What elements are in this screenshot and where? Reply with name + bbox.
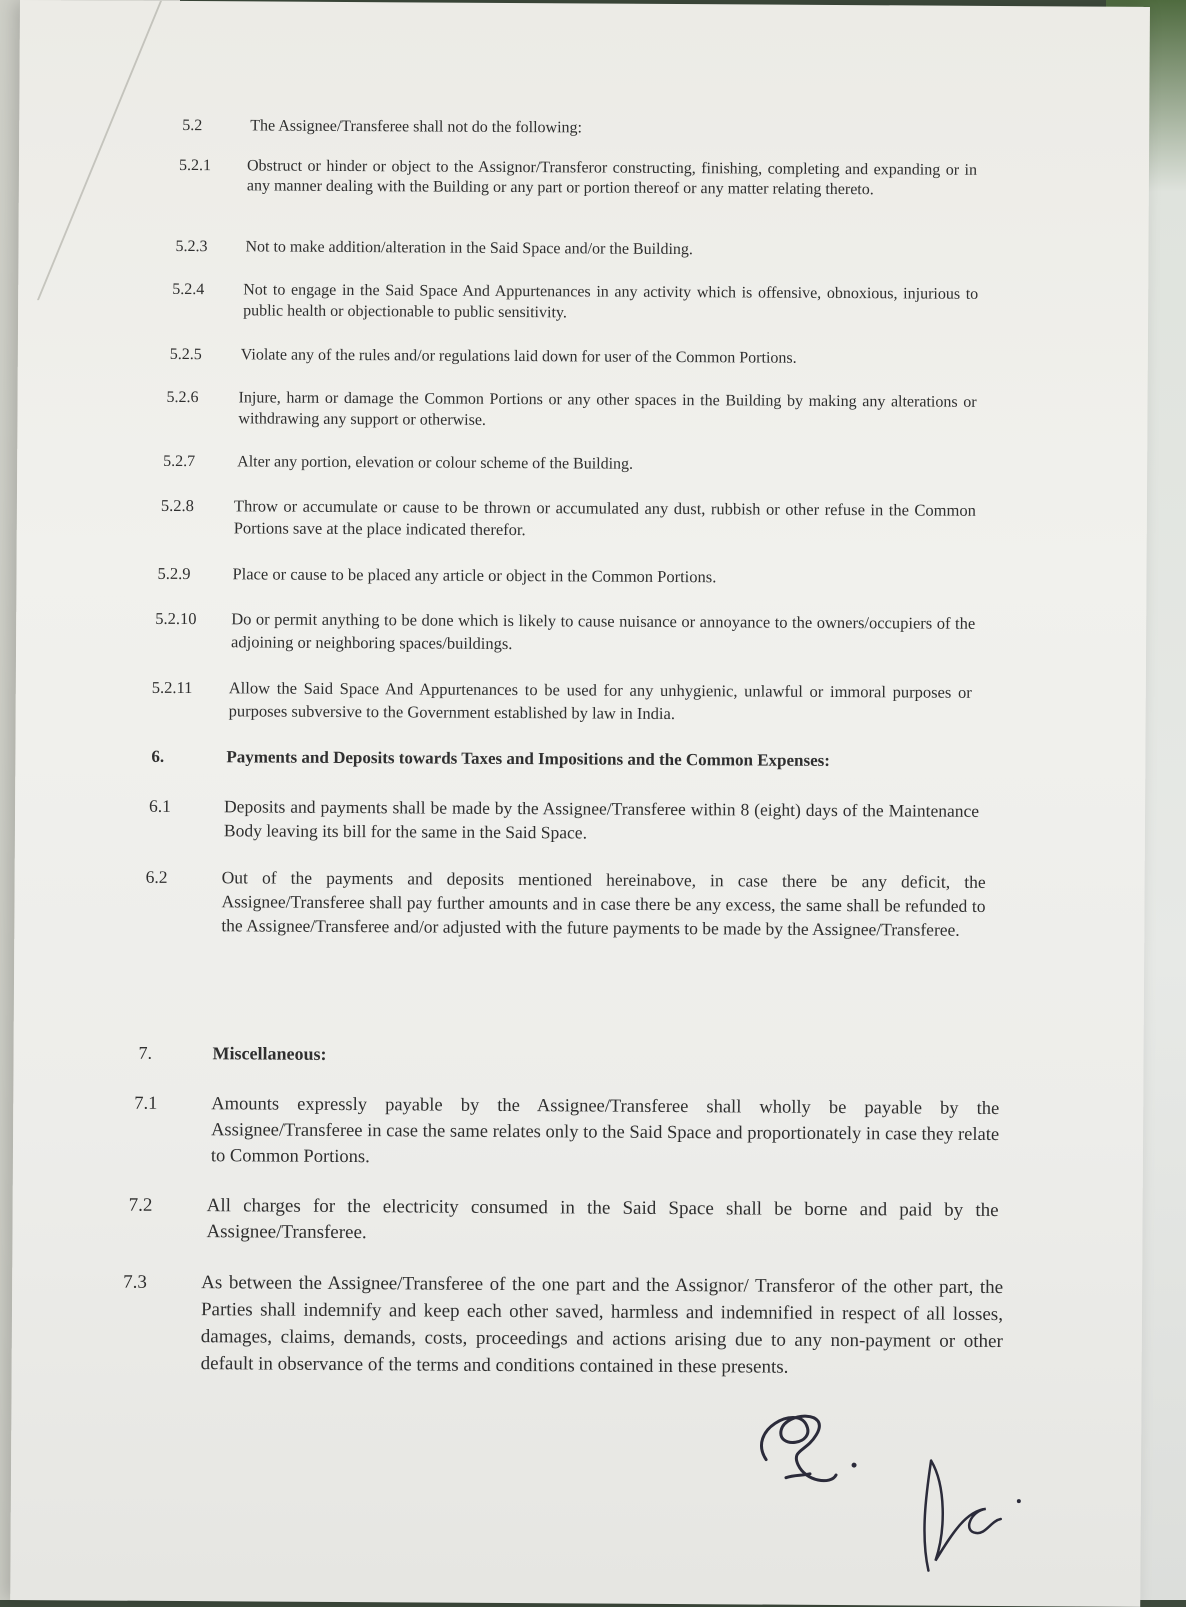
clause-text: Violate any of the rules and/or regulations laid down for user of the Common Portions. — [240, 346, 797, 367]
clause-text: Deposits and payments shall be made by the Assignee/Transferee within 8 (eight) days of the Maintenance Body leaving its bill for the same in the Said Space. — [223, 796, 980, 843]
clause-number: 5.2.11 — [151, 677, 193, 698]
clause-text: All charges for the electricity consumed in the Said Space shall be borne and paid by the Assignee/Transferee. — [206, 1195, 999, 1244]
clause-number: 7.2 — [128, 1194, 153, 1216]
clause-text: Place or cause to be placed any article or object in the Common Portions. — [232, 564, 717, 587]
clause-number: 7.3 — [123, 1271, 147, 1293]
clause-number: 5.2.5 — [169, 345, 202, 364]
clause-number: 7.1 — [134, 1093, 158, 1114]
clause-7-1 — [134, 1091, 1000, 1168]
signature-1 — [736, 1389, 887, 1500]
clause-5-2-1 — [178, 156, 979, 199]
clause-5-2-3 — [175, 237, 976, 259]
clause-5-2-10 — [155, 607, 976, 654]
clause-text: Amounts expressly payable by the Assignee/Transferee shall wholly be payable by the Assignee/Transferee in case the same relates only to the Said Space and proportionately in case they relate to Common Portions. — [210, 1094, 1000, 1168]
clause-text: Out of the payments and deposits mentioned hereinabove, in case there be any deficit, the Assignee/Transferee shall pay further amounts and in case there be any excess, the same shall be refunded to the Assignee/Transferee and/or adjusted with the future payments to be made by the Assignee/Transferee. — [221, 867, 986, 940]
clause-5-2-6 — [166, 387, 977, 429]
clause-text: Obstruct or hinder or object to the Assignor/Transferor constructing, finishing, completing and expanding or in any manner dealing with the Building or any part or portion thereof or any matter relating thereto. — [246, 157, 978, 199]
clause-7-2 — [128, 1193, 999, 1244]
document-body — [10, 0, 1150, 1607]
document-page — [10, 0, 1150, 1607]
clause-number: 5.2.7 — [163, 452, 196, 471]
clause-number: 5.2.8 — [160, 495, 194, 516]
section-number: 6. — [151, 746, 165, 766]
clause-number: 6.1 — [149, 795, 172, 816]
clause-number: 6.2 — [145, 866, 168, 887]
clause-5-2-5 — [169, 344, 976, 367]
clause-text: Do or permit anything to be done which is likely to cause nuisance or annoyance to the owners/occupiers of the adjoining or neighboring spaces/buildings. — [231, 609, 976, 654]
clause-number: 5.2.9 — [157, 563, 191, 584]
clause-number: 5.2.10 — [155, 608, 197, 629]
clause-text: Throw or accumulate or cause to be thrown or accumulated any dust, rubbish or other refuse in the Common Portions save at the place indicated therefor. — [233, 496, 976, 540]
clause-7-3 — [123, 1269, 1004, 1378]
clause-text: Not to make addition/alteration in the Said Space and/or the Building. — [245, 238, 694, 259]
section-7-heading — [138, 1041, 979, 1064]
section-title: Miscellaneous: — [212, 1043, 327, 1064]
clause-text: Not to engage in the Said Space And Appurtenances in any activity which is offensive, obnoxious, injurious to public health or objectionable to public sensitivity. — [243, 281, 979, 322]
clause-text: Allow the Said Space And Appurtenances to be used for any unhygienic, unlawful or immoral purposes or purposes subversive to the Government established by law in India. — [228, 678, 972, 724]
clause-text: The Assignee/Transferee shall not do the following: — [250, 117, 583, 137]
clause-5-2 — [182, 116, 982, 137]
clause-number: 5.2 — [182, 116, 203, 135]
clause-6-1 — [149, 794, 980, 843]
clause-text: As between the Assignee/Transferee of the one part and the Assignor/ Transferor of the other part, the Parties shall indemnify and keep each other saved, harmless and indemnified in respect of all losses, damages, claims, demands, costs, proceedings and actions arising due to any non-payment or other default in observance of the terms and conditions contained in these presents. — [200, 1272, 1004, 1378]
clause-5-2-4 — [172, 279, 979, 322]
section-number: 7. — [138, 1042, 153, 1063]
clause-text: Injure, harm or damage the Common Portions or any other spaces in the Building by making any alterations or withdrawing any support or otherwise. — [238, 389, 977, 429]
clause-number: 5.2.3 — [175, 237, 208, 256]
clause-6-2 — [145, 865, 986, 940]
clause-5-2-7 — [163, 451, 973, 473]
clause-number: 5.2.1 — [178, 156, 212, 175]
signature-2 — [890, 1440, 1031, 1581]
clause-5-2-8 — [160, 495, 976, 540]
clause-number: 5.2.4 — [172, 280, 205, 299]
section-6-heading — [151, 746, 981, 770]
section-title: Payments and Deposits towards Taxes and Impositions and the Common Expenses: — [226, 747, 831, 770]
clause-text: Alter any portion, elevation or colour scheme of the Building. — [237, 453, 634, 473]
clause-5-2-9 — [157, 563, 973, 587]
clause-5-2-11 — [151, 676, 972, 724]
clause-number: 5.2.6 — [166, 388, 199, 407]
